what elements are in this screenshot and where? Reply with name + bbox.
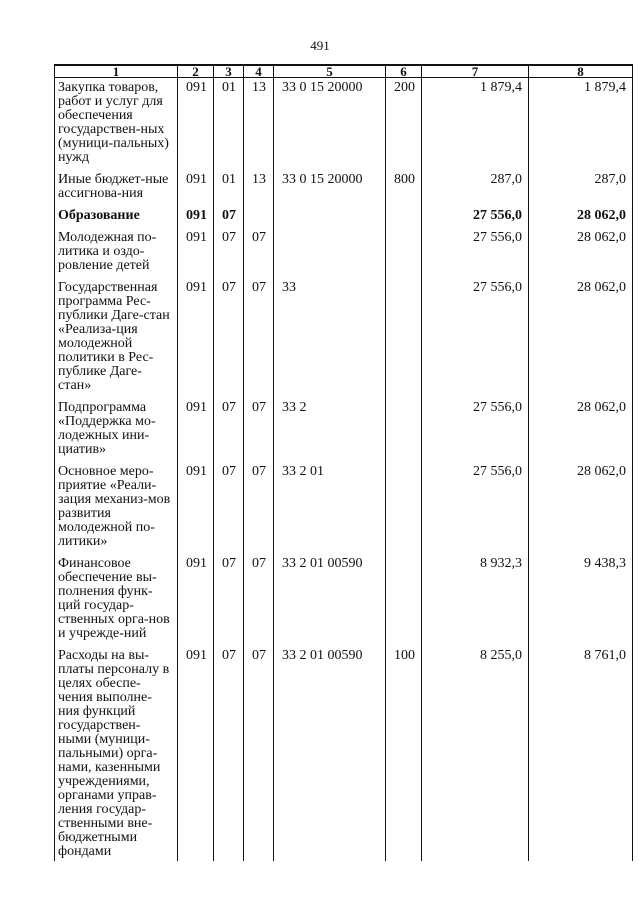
cell-expense-type — [386, 398, 422, 462]
cell-expense-type: 800 — [386, 170, 422, 206]
cell-expense-type — [386, 206, 422, 228]
cell-subsection-code: 07 — [244, 398, 274, 462]
cell-expense-type — [386, 554, 422, 646]
cell-target-article: 33 2 — [274, 398, 386, 462]
page-number: 491 — [310, 38, 330, 53]
row-name: Основное меро-приятие «Реали-зация механиз-мов развития молодежной по-литики» — [55, 462, 178, 554]
cell-amount-year2: 1 879,4 — [529, 78, 633, 171]
cell-ministry-code: 091 — [178, 170, 214, 206]
table-row-section — [55, 206, 633, 228]
cell-subsection-code — [244, 206, 274, 228]
table-row — [55, 228, 633, 278]
cell-expense-type — [386, 278, 422, 398]
cell-section-code: 07 — [214, 206, 244, 228]
cell-target-article: 33 0 15 20000 — [274, 170, 386, 206]
column-header: 7 — [422, 65, 529, 78]
row-name: Государственная программа Рес-публики Даге-стан «Реализа-ция молодежной политики в Рес-публике Даге-стан» — [55, 278, 178, 398]
cell-ministry-code: 091 — [178, 398, 214, 462]
cell-subsection-code: 07 — [244, 228, 274, 278]
table-row — [55, 278, 633, 398]
table-row — [55, 398, 633, 462]
table-row — [55, 554, 633, 646]
cell-target-article: 33 2 01 00590 — [274, 554, 386, 646]
cell-amount-year1: 27 556,0 — [422, 398, 529, 462]
cell-target-article: 33 2 01 — [274, 462, 386, 554]
cell-section-code: 07 — [214, 228, 244, 278]
cell-expense-type — [386, 462, 422, 554]
row-name: Подпрограмма «Поддержка мо-лодежных ини-циатив» — [55, 398, 178, 462]
cell-amount-year2: 28 062,0 — [529, 278, 633, 398]
cell-amount-year2: 28 062,0 — [529, 462, 633, 554]
table-row — [55, 78, 633, 171]
cell-subsection-code: 07 — [244, 554, 274, 646]
cell-amount-year2: 28 062,0 — [529, 206, 633, 228]
row-name: Молодежная по-литика и оздо-ровление детей — [55, 228, 178, 278]
cell-section-code: 01 — [214, 78, 244, 171]
cell-ministry-code: 091 — [178, 206, 214, 228]
row-name: Закупка товаров, работ и услуг для обеспечения государствен-ных (муници-пальных) нужд — [55, 78, 178, 171]
column-header: 8 — [529, 65, 633, 78]
cell-expense-type — [386, 228, 422, 278]
cell-amount-year1: 8 255,0 — [422, 646, 529, 861]
cell-amount-year1: 27 556,0 — [422, 278, 529, 398]
cell-target-article: 33 2 01 00590 — [274, 646, 386, 861]
cell-subsection-code: 13 — [244, 170, 274, 206]
cell-amount-year2: 28 062,0 — [529, 228, 633, 278]
table-row — [55, 462, 633, 554]
row-name: Иные бюджет-ные ассигнова-ния — [55, 170, 178, 206]
cell-expense-type: 200 — [386, 78, 422, 171]
cell-ministry-code: 091 — [178, 554, 214, 646]
budget-table — [54, 64, 633, 861]
cell-amount-year1: 27 556,0 — [422, 462, 529, 554]
cell-subsection-code: 07 — [244, 278, 274, 398]
cell-target-article: 33 0 15 20000 — [274, 78, 386, 171]
column-header: 3 — [214, 65, 244, 78]
cell-ministry-code: 091 — [178, 228, 214, 278]
cell-amount-year2: 8 761,0 — [529, 646, 633, 861]
column-header: 2 — [178, 65, 214, 78]
row-name: Финансовое обеспечение вы-полнения функ-ций государ-ственных орга-нов и учрежде-ний — [55, 554, 178, 646]
cell-section-code: 07 — [214, 646, 244, 861]
cell-expense-type: 100 — [386, 646, 422, 861]
cell-subsection-code: 07 — [244, 646, 274, 861]
cell-subsection-code: 07 — [244, 462, 274, 554]
cell-ministry-code: 091 — [178, 278, 214, 398]
cell-amount-year2: 28 062,0 — [529, 398, 633, 462]
row-name: Образование — [55, 206, 178, 228]
cell-ministry-code: 091 — [178, 646, 214, 861]
cell-amount-year1: 27 556,0 — [422, 206, 529, 228]
table-row — [55, 170, 633, 206]
table-header-row — [55, 65, 633, 78]
column-header: 1 — [55, 65, 178, 78]
column-header: 6 — [386, 65, 422, 78]
cell-amount-year2: 287,0 — [529, 170, 633, 206]
cell-section-code: 07 — [214, 462, 244, 554]
cell-ministry-code: 091 — [178, 462, 214, 554]
cell-target-article — [274, 228, 386, 278]
cell-amount-year1: 287,0 — [422, 170, 529, 206]
cell-amount-year1: 1 879,4 — [422, 78, 529, 171]
table-row — [55, 646, 633, 861]
cell-target-article — [274, 206, 386, 228]
cell-section-code: 07 — [214, 278, 244, 398]
cell-section-code: 01 — [214, 170, 244, 206]
cell-amount-year1: 8 932,3 — [422, 554, 529, 646]
cell-amount-year2: 9 438,3 — [529, 554, 633, 646]
cell-ministry-code: 091 — [178, 78, 214, 171]
cell-amount-year1: 27 556,0 — [422, 228, 529, 278]
cell-subsection-code: 13 — [244, 78, 274, 171]
column-header: 4 — [244, 65, 274, 78]
column-header: 5 — [274, 65, 386, 78]
cell-target-article: 33 — [274, 278, 386, 398]
row-name: Расходы на вы-платы персоналу в целях обеспе-чения выполне-ния функций государствен-ными (муници-пальными) орга-нами, казенными учреждениями, органами управ-ления государ-ственными вне-бюджетными фондами — [55, 646, 178, 861]
cell-section-code: 07 — [214, 398, 244, 462]
cell-section-code: 07 — [214, 554, 244, 646]
